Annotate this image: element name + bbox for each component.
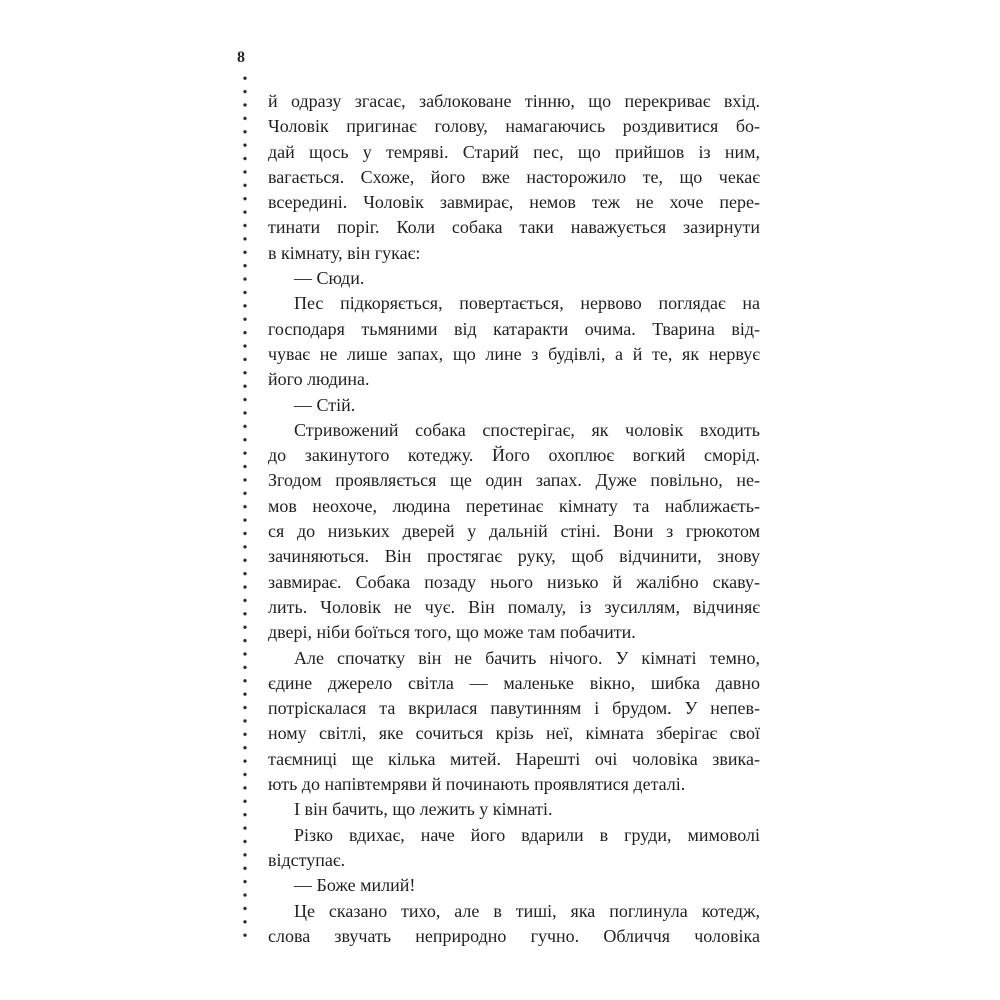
text-line: тинати поріг. Коли собака таки наважується зазирнути [268, 217, 760, 238]
text-line: Стривожений собака спостерігає, як чоловік входить [294, 419, 760, 440]
text-block [268, 89, 760, 949]
text-line: мов неохоче, людина перетинає кімнату та наближаєть- [268, 495, 760, 516]
text-line: двері, ніби боїться того, що може там побачити. [268, 622, 636, 643]
text-line: — Боже милий! [294, 875, 416, 896]
text-line: ють до напівтемряви й починають проявлятися деталі. [268, 774, 686, 795]
text-line: всередині. Чоловік завмирає, немов теж не хоче пере- [268, 192, 760, 213]
text-line: — Сюди. [294, 268, 365, 289]
text-line: лить. Чоловік не чує. Він помалу, із зусиллям, відчиняє [268, 596, 760, 617]
text-line: слова звучать неприродно гучно. Обличчя чоловіка [268, 925, 760, 946]
text-line: таємниці ще кілька митей. Нарешті очі чоловіка звика- [268, 748, 760, 769]
text-line: господаря тьмяними від катаракти очима. Тварина від- [268, 318, 760, 339]
text-line: Чоловік пригинає голову, намагаючись роздивитися бо- [268, 116, 760, 137]
text-line: чуває не лише запах, що лине з будівлі, а й те, як нервує [268, 343, 760, 364]
text-line: в кімнату, він гукає: [268, 242, 421, 263]
text-line: Це сказано тихо, але в тиші, яка поглинула котедж, [294, 900, 760, 921]
text-line: Згодом проявляється ще один запах. Дуже повільно, не- [268, 470, 760, 491]
text-line: вагається. Схоже, його вже насторожило те, що чекає [268, 166, 760, 187]
text-line: ся до низьких дверей у дальній стіні. Вони з грюкотом [268, 521, 760, 542]
text-line: ному світлі, яке сочиться крізь неї, кімната зберігає свої [268, 723, 760, 744]
text-line: завмирає. Собака позаду нього низько й жалібно скаву- [268, 571, 760, 592]
text-line: й одразу згасає, заблоковане тінню, що перекриває вхід. [268, 91, 760, 111]
text-line: потріскалася та вкрилася павутинням і брудом. У непев- [268, 698, 760, 719]
text-line: до закинутого котеджу. Його охоплює вогкий сморід. [268, 445, 760, 466]
text-line: відступає. [268, 849, 346, 870]
text-line: І він бачить, що лежить у кімнаті. [294, 799, 553, 820]
page-number: 8 [237, 49, 245, 66]
text-line: Пес підкоряється, повертається, нервово поглядає на [294, 293, 760, 314]
text-line: його людина. [268, 369, 370, 390]
dotted-rule [242, 76, 248, 942]
text-line: зачиняються. Він простягає руку, щоб відчинити, знову [268, 546, 760, 567]
text-line: Але спочатку він не бачить нічого. У кімнаті темно, [294, 647, 760, 668]
text-line: дай щось у темряві. Старий пес, що прийшов із ним, [268, 141, 760, 162]
text-line: єдине джерело світла — маленьке вікно, шибка давно [268, 672, 760, 693]
text-line: Різко вдихає, наче його вдарили в груди, мимоволі [294, 824, 760, 845]
text-line: — Стій. [294, 394, 356, 415]
